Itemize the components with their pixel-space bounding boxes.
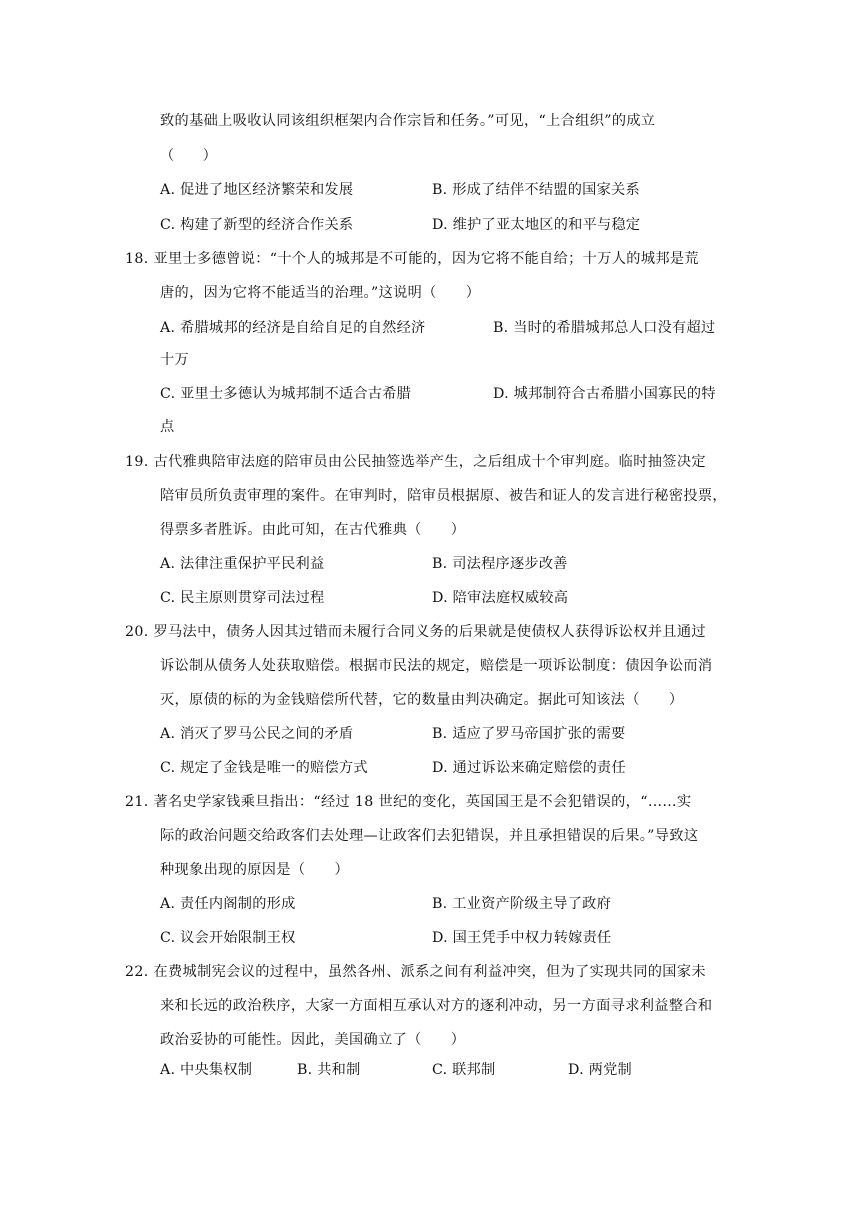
q20-option-a: A. 消灭了罗马公民之间的矛盾	[160, 726, 354, 742]
prev-option-c: C. 构建了新型的经济合作关系	[160, 217, 354, 233]
q19-stem-line-3: 得票多者胜诉。由此可知，在古代雅典（ ）	[160, 522, 466, 538]
q20-option-b: B. 适应了罗马帝国扩张的需要	[432, 726, 626, 742]
q18-option-b-continued: 十万	[160, 352, 189, 368]
q22-option-d: D. 两党制	[568, 1062, 632, 1078]
q22-stem-line-1: 22. 在费城制宪会议的过程中，虽然各州、派系之间有利益冲突，但为了实现共同的国家未	[125, 964, 706, 980]
q18-option-b: B. 当时的希腊城邦总人口没有超过	[493, 320, 716, 336]
prev-question-answer-blank: （ ）	[160, 148, 217, 164]
q19-option-b: B. 司法程序逐步改善	[432, 556, 568, 572]
q19-option-a: A. 法律注重保护平民利益	[160, 556, 325, 572]
q22-option-c: C. 联邦制	[432, 1062, 496, 1078]
q19-stem-line-1: 19. 古代雅典陪审法庭的陪审员由公民抽签选举产生，之后组成十个审判庭。临时抽签决定	[125, 454, 706, 470]
q22-option-a: A. 中央集权制	[160, 1062, 253, 1078]
q20-stem-line-2: 诉讼制从债务人处获取赔偿。根据市民法的规定，赔偿是一项诉讼制度：债因争讼而消	[160, 658, 713, 674]
prev-option-a: A. 促进了地区经济繁荣和发展	[160, 182, 354, 198]
q18-option-d: D. 城邦制符合古希腊小国寡民的特	[493, 386, 716, 402]
prev-option-d: D. 维护了亚太地区的和平与稳定	[432, 217, 641, 233]
q18-option-d-continued: 点	[160, 419, 175, 435]
q20-option-d: D. 通过诉讼来确定赔偿的责任	[432, 760, 626, 776]
q18-option-c: C. 亚里士多德认为城邦制不适合古希腊	[160, 386, 412, 402]
q19-stem-line-2: 陪审员所负责审理的案件。在审判时，陪审员根据原、被告和证人的发言进行秘密投票，	[160, 488, 727, 504]
q18-option-a: A. 希腊城邦的经济是自给自足的自然经济	[160, 320, 426, 336]
q22-stem-line-2: 来和长远的政治秩序，大家一方面相互承认对方的逐利冲动，另一方面寻求利益整合和	[160, 998, 713, 1014]
q18-stem-line-1: 18. 亚里士多德曾说：“十个人的城邦是不可能的，因为它将不能自给；十万人的城邦是荒	[125, 251, 699, 267]
q21-option-c: C. 议会开始限制王权	[160, 930, 296, 946]
q20-stem-line-3: 灭，原债的标的为金钱赔偿所代替，它的数量由判决确定。据此可知该法（ ）	[160, 692, 684, 708]
q21-option-b: B. 工业资产阶级主导了政府	[432, 896, 612, 912]
q21-stem-line-3: 种现象出现的原因是（ ）	[160, 862, 349, 878]
q20-stem-line-1: 20. 罗马法中，债务人因其过错而未履行合同义务的后果就是使债权人获得诉讼权并且通过	[125, 624, 706, 640]
prev-question-line-1: 致的基础上吸收认同该组织框架内合作宗旨和任务。”可见，“上合组织”的成立	[160, 113, 656, 129]
q21-option-a: A. 责任内阁制的形成	[160, 896, 296, 912]
prev-option-b: B. 形成了结伴不结盟的国家关系	[432, 182, 640, 198]
q22-option-b: B. 共和制	[297, 1062, 361, 1078]
q21-stem-line-2: 际的政治问题交给政客们去处理—让政客们去犯错误，并且承担错误的后果。”导致这	[160, 828, 699, 844]
q21-option-d: D. 国王凭手中权力转嫁责任	[432, 930, 612, 946]
q21-stem-line-1: 21. 著名史学家钱乘旦指出：“经过 18 世纪的变化，英国国王是不会犯错误的，“……实	[125, 794, 692, 810]
q19-option-d: D. 陪审法庭权威较高	[432, 590, 569, 606]
q22-stem-line-3: 政治妥协的可能性。因此，美国确立了（ ）	[160, 1032, 466, 1048]
q20-option-c: C. 规定了金钱是唯一的赔偿方式	[160, 760, 368, 776]
q19-option-c: C. 民主原则贯穿司法过程	[160, 590, 325, 606]
q18-stem-line-2: 唐的，因为它将不能适当的治理。”这说明（ ）	[160, 285, 481, 301]
